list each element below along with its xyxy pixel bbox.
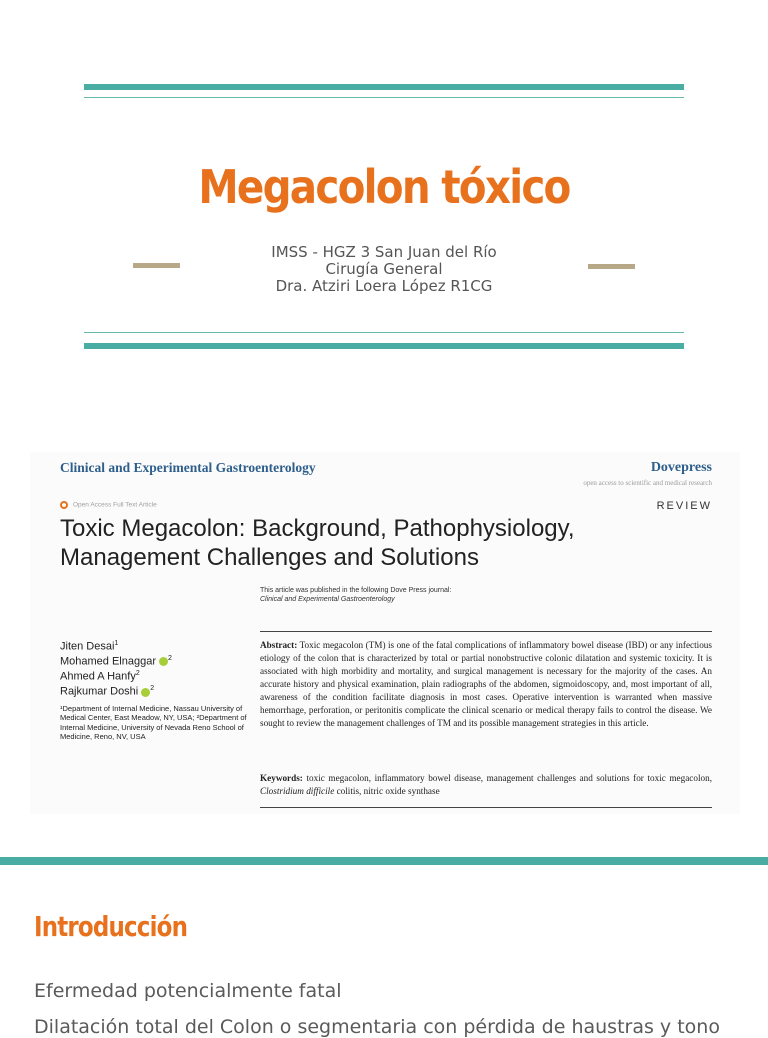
journal-name: Clinical and Experimental Gastroenterology [60, 460, 316, 475]
open-access-text: Open Access Full Text Article [73, 501, 157, 509]
publication-note [260, 586, 451, 604]
abstract-text: Toxic megacolon (TM) is one of the fatal complications of inflammatory bowel disease (IBD) or any infectious etiology of the colon that is characterized by total or partial nonobstructive colonic dilatation and systemic toxicity. It is associated with high morbidity and mortality, and surgical management is necessary for the majority of the cases. An accurate history and physical examination, plain radiographs of the abdomen, sigmoidoscopy, and, most important of all, awareness of the condition facilitate diagnosis in most cases. Operative intervention is warranted when massive hemorrhage, perforation, or peritonitis complicate the clinical scenario or medical therapy fails to control the disease. We sought to review the management challenges of TM and its possible management strategies in this article. [260, 640, 712, 728]
paper-title [60, 514, 720, 572]
abstract-top-rule [260, 631, 712, 632]
keywords-text-end: colitis, nitric oxide synthase [336, 786, 440, 796]
intro-slide-top-rule [0, 857, 768, 865]
author-list [60, 638, 172, 699]
author: Jiten Desai$^1$ [60, 640, 119, 653]
paper-excerpt [30, 452, 740, 814]
author: Mohamed Elnaggar $^2$ [60, 655, 172, 668]
open-access-icon [60, 501, 68, 509]
paper-title-line: Management Challenges and Solutions [60, 544, 479, 571]
keywords-italic: Clostridium difficile [260, 786, 335, 796]
intro-line: Dilatación total del Colon o segmentaria con pérdida de haustras y tono [34, 1016, 720, 1038]
publisher-logo: Dovepress [650, 460, 712, 475]
orcid-icon [141, 688, 150, 697]
abstract-bottom-rule [260, 807, 712, 808]
abstract-label: Abstract: [260, 640, 298, 650]
publication-note-text: This article was published in the following Dove Press journal: [260, 587, 452, 594]
orcid-icon [159, 657, 168, 666]
affiliations: ¹Department of Internal Medicine, Nassau University of Medical Center, East Meadow, NY, USA; ²Department of Internal Medicine, University of Nevada Reno School of Medicine, Reno, NV, USA [60, 704, 247, 741]
article-type: REVIEW [656, 500, 712, 512]
subtitle-line: IMSS - HGZ 3 San Juan del Río [271, 243, 497, 261]
top-thin-rule [84, 97, 684, 98]
publisher-tagline: open access to scientific and medical research [583, 479, 712, 487]
title-slide [0, 0, 768, 400]
author: Rajkumar Doshi $^2$ [60, 685, 155, 699]
author: Ahmed A Hanfy$^2$ [60, 670, 140, 683]
slide-subtitle [0, 244, 768, 295]
bottom-thick-rule [84, 343, 684, 349]
publication-journal: Clinical and Experimental Gastroenterology [260, 596, 395, 603]
paper-title-line: Toxic Megacolon: Background, Pathophysiology, [60, 515, 575, 542]
keywords-text: toxic megacolon, inflammatory bowel disease, management challenges and solutions for toxic megacolon, [306, 773, 713, 783]
slide-title: Megacolon tóxico [198, 160, 570, 214]
intro-line: Efermedad potencialmente fatal [34, 980, 342, 1002]
top-thick-rule [84, 84, 684, 90]
bottom-thin-rule [84, 332, 684, 333]
subtitle-line: Cirugía General [325, 260, 443, 278]
keywords-label: Keywords: [260, 773, 303, 783]
section-heading: Introducción [34, 910, 188, 943]
open-access-label [60, 501, 157, 509]
subtitle-line: Dra. Atziri Loera López R1CG [275, 277, 493, 295]
keywords [260, 772, 712, 798]
abstract [260, 639, 712, 730]
